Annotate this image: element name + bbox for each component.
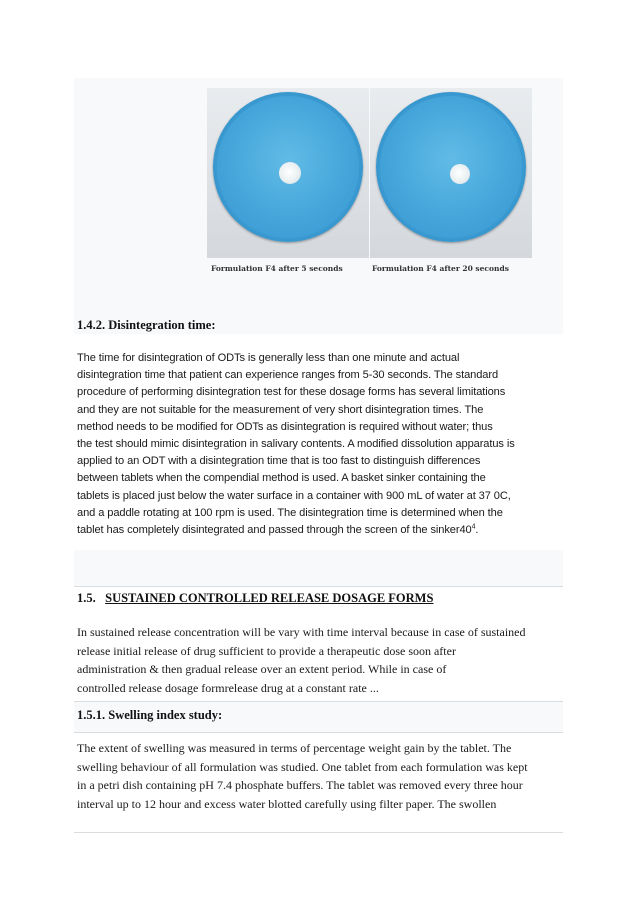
figure-panel — [74, 78, 563, 334]
text-line: the test should mimic disintegration in salivary contents. A modified dissolution apparatus is — [77, 438, 515, 451]
swelling-index-paragraph — [77, 739, 567, 813]
divider — [74, 732, 563, 733]
section-heading-swelling-index: 1.5.1. Swelling index study: — [77, 708, 223, 722]
text-line: swelling behaviour of all formulation was studied. One tablet from each formulation was kept — [77, 759, 528, 774]
divider — [74, 832, 563, 833]
text-line: method needs to be modified for ODTs as disintegration is required without water; thus — [77, 420, 493, 433]
text-line: between tablets when the compendial method is used. A basket sinker containing the — [77, 472, 486, 485]
text-line: tablets is placed just below the water surface in a container with 900 mL of water at 37 0C, — [77, 489, 511, 502]
section-number: 1.5. — [77, 591, 96, 605]
text-line: In sustained release concentration will be vary with time interval because in case of sustained — [77, 625, 526, 639]
text-line: disintegration time that patient can experience ranges from 5-30 seconds. The standard — [77, 369, 499, 382]
blank-table-row — [74, 550, 563, 586]
text-line: and a paddle rotating at 100 rpm is used. The disintegration time is determined when the — [77, 506, 503, 519]
text-line: release initial release of drug sufficient to provide a therapeutic dose soon after — [77, 643, 456, 658]
petri-dish-photo-20s — [370, 88, 532, 258]
figure-caption-right: Formulation F4 after 20 seconds — [372, 264, 509, 273]
reference-superscript: 4 — [471, 523, 476, 531]
text-line: The time for disintegration of ODTs is generally less than one minute and actual — [77, 352, 460, 364]
text-line: procedure of performing disintegration test for these dosage forms has several limitations — [77, 386, 506, 399]
divider — [74, 586, 563, 587]
text-fragment: . — [475, 524, 479, 537]
sustained-release-paragraph — [77, 623, 567, 697]
dish-medium — [380, 96, 522, 238]
section-heading-disintegration-time: 1.4.2. Disintegration time: — [77, 318, 216, 332]
text-line: interval up to 12 hour and excess water blotted carefully using filter paper. The swollen — [77, 796, 497, 811]
dish-medium — [217, 96, 359, 238]
text-fragment: tablet has completely disintegrated and passed through the screen of the sinker40 — [77, 524, 472, 537]
text-line: in a petri dish containing pH 7.4 phosphate buffers. The tablet was removed every three hour — [77, 778, 523, 793]
disintegration-paragraph — [77, 350, 567, 539]
tablet — [279, 162, 301, 184]
text-line: administration & then gradual release over an extent period. While in case of — [77, 662, 447, 677]
figure-caption-left: Formulation F4 after 5 seconds — [211, 264, 343, 273]
text-line: controlled release dosage formrelease drug at a constant rate ... — [77, 680, 379, 695]
section-title: SUSTAINED CONTROLLED RELEASE DOSAGE FORMS — [105, 591, 434, 605]
text-line: applied to an ODT with a disintegration time that is too fast to distinguish differences — [77, 455, 481, 468]
petri-dish-photo-5s — [207, 88, 369, 258]
text-line: and they are not suitable for the measurement of very short disintegration times. The — [77, 403, 484, 416]
section-heading-sustained-release — [77, 591, 433, 606]
petri-dish — [213, 92, 363, 242]
text-line: The extent of swelling was measured in terms of percentage weight gain by the tablet. The — [77, 741, 512, 755]
tablet — [450, 164, 470, 184]
petri-dish — [376, 92, 526, 242]
text-line — [77, 522, 567, 539]
